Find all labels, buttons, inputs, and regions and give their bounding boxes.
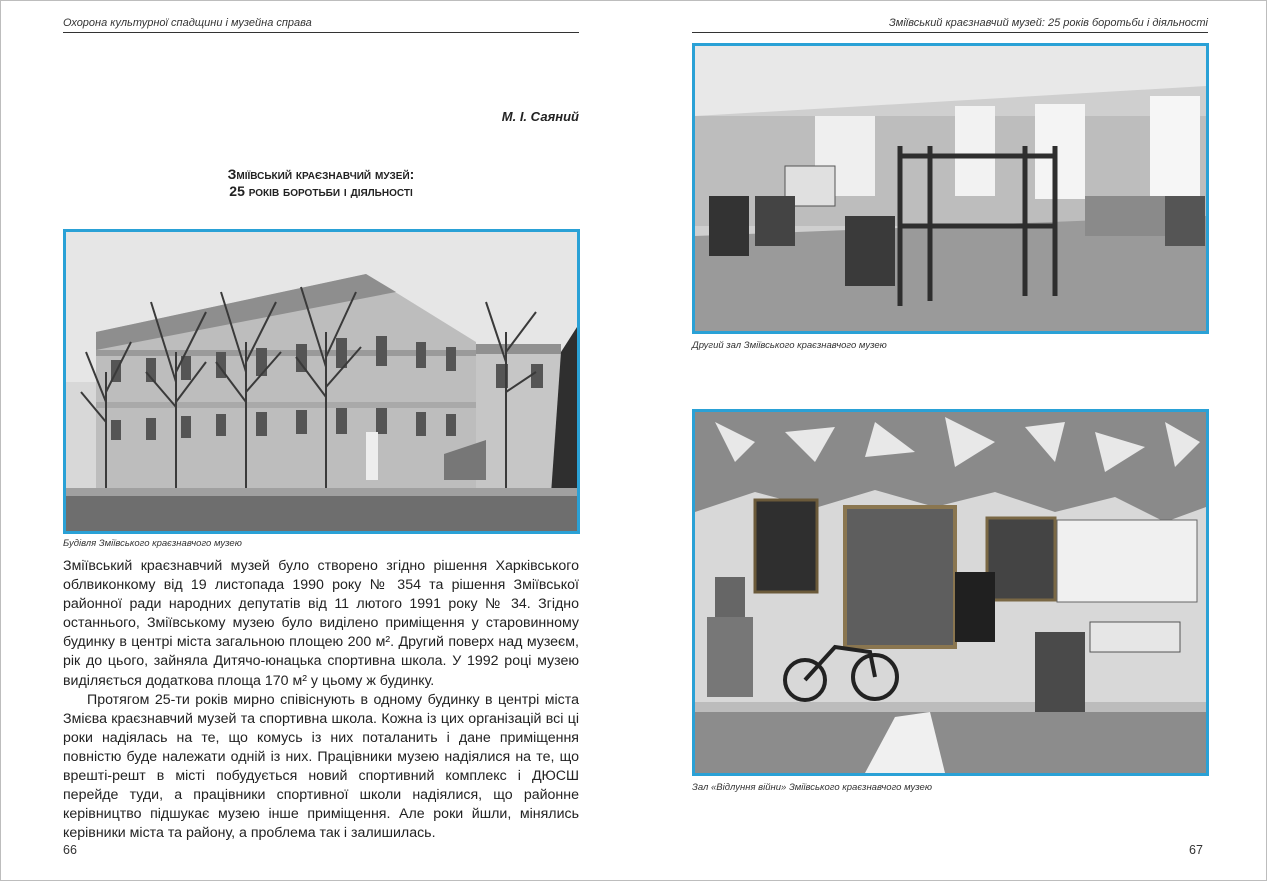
left-running-head: Охорона культурної спадщини і музейна справа <box>63 17 579 33</box>
war-hall-image <box>695 412 1206 773</box>
paragraph-1: Зміївський краєзнавчий музей було створено згідно рішення Харківського облвиконкому від 19 листопада 1990 року № 354 та рішення Зміївської районної ради народних депутатів від 11 лютого 1991 року № 34. Згідно останнього, Зміївському музею було виділено приміщення у старовинному будинку в центрі міста загальною площею 200 м². Другий поверх над музеєм, рік до цього, зайняла Дитячо-юнацька спортивна школа. У 1992 році музею виділяється додаткова площа 170 м² у цьому ж будинку. <box>63 558 579 689</box>
title-line-2: 25 років боротьби і діяльності <box>229 183 413 199</box>
right-page-number: 67 <box>1189 843 1203 857</box>
second-hall-photo <box>692 43 1209 334</box>
second-hall-caption: Другий зал Зміївського краєзнавчого музею <box>692 340 887 351</box>
right-page <box>635 1 1267 882</box>
war-hall-caption: Зал «Відлуння війни» Зміївського краєзнавчого музею <box>692 782 932 793</box>
right-running-head: Зміївський краєзнавчий музей: 25 років боротьби і діяльності <box>692 17 1208 33</box>
left-page <box>1 1 634 882</box>
war-hall-photo <box>692 409 1209 776</box>
left-page-number: 66 <box>63 843 77 857</box>
museum-building-photo <box>63 229 580 534</box>
building-photo-image <box>66 232 577 531</box>
title-line-1: Зміївський краєзнавчий музей: <box>227 166 415 182</box>
author-name: М. І. Саяний <box>501 109 579 124</box>
article-title <box>63 166 579 200</box>
paragraph-2: Протягом 25-ти років мирно співіснують в одному будинку в центрі міста Змієва краєзнавчий музей та спортивна школа. Кожна із цих організацій всі ці роки надіялась на те, що комусь із них поталанить і дане приміщення повністю буде належати одній із них. Працівники музею надіялися на те, що врешті-решт в місті побудується новий спортивний комплекс і ДЮСШ перейде туди, а працівники спортивної школи надіялися, що районне керівництво підшукає музею інше приміщення. Але роки йшли, мінялись керівники міста та району, а проблема так і залишилась. <box>63 691 579 842</box>
second-hall-image <box>695 46 1206 331</box>
article-body <box>63 557 579 843</box>
building-photo-caption: Будівля Зміївського краєзнавчого музею <box>63 538 242 549</box>
